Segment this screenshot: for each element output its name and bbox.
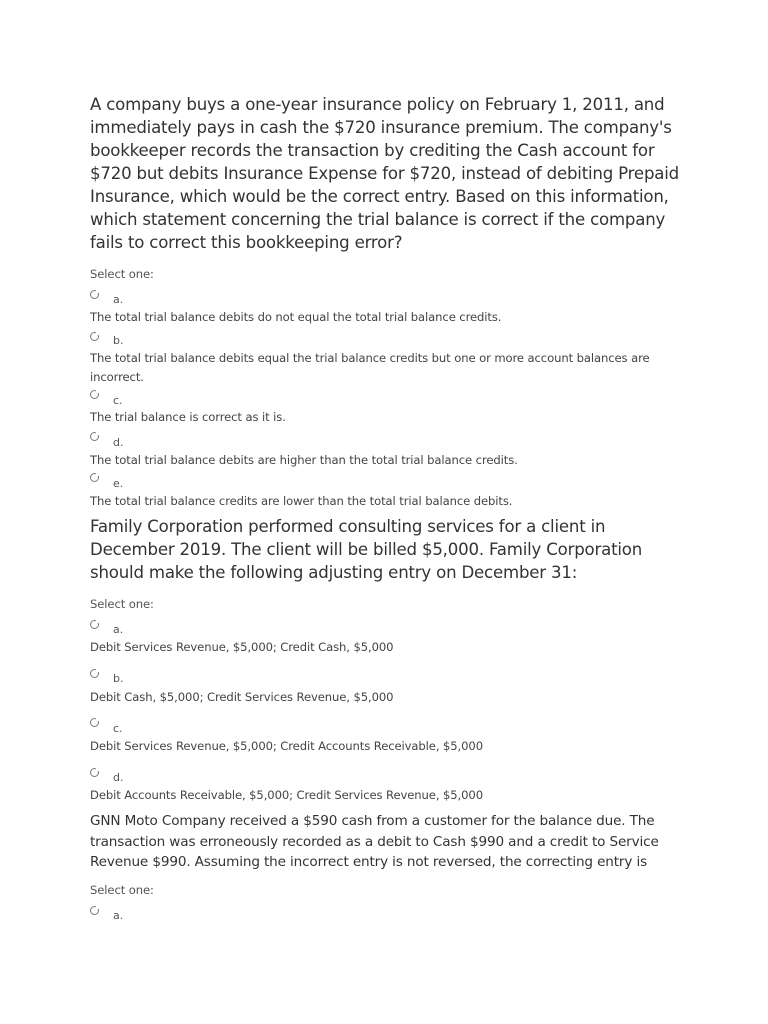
question-1-option-e-radio[interactable] <box>90 473 99 482</box>
question-2-option-a-text: Debit Services Revenue, $5,000; Credit Cash, $5,000 <box>90 640 394 654</box>
question-1-option-e-letter: e. <box>113 477 124 490</box>
question-1-option-d-letter: d. <box>113 436 124 449</box>
question-1-option-c-letter: c. <box>113 394 123 407</box>
question-1-option-b-radio[interactable] <box>90 332 99 341</box>
question-1-option-a-letter: a. <box>113 293 124 306</box>
question-2-option-d-text: Debit Accounts Receivable, $5,000; Credit Services Revenue, $5,000 <box>90 788 483 802</box>
question-2-text: Family Corporation performed consulting services for a client in December 2019. The client will be billed $5,000. Family Corporation should make the following adjusting entry on December 31: <box>90 517 643 582</box>
question-3-option-a-letter: a. <box>113 909 124 922</box>
question-1-option-d-text: The total trial balance debits are higher than the total trial balance credits. <box>90 453 518 467</box>
question-2-option-d-radio[interactable] <box>90 768 99 777</box>
question-2-option-c-letter: c. <box>113 722 123 735</box>
question-3-text: GNN Moto Company received a $590 cash from a customer for the balance due. The transaction was erroneously recorded as a debit to Cash $990 and a credit to Service Revenue $990. Assuming the incorrect entry is not reversed, the correcting entry is <box>90 813 659 870</box>
question-1-option-b-letter: b. <box>113 334 124 347</box>
question-2-option-c-radio[interactable] <box>90 718 99 727</box>
question-1-option-a-text: The total trial balance debits do not equal the total trial balance credits. <box>90 310 502 324</box>
question-3-select-label: Select one: <box>90 883 154 897</box>
question-1-text: A company buys a one-year insurance policy on February 1, 2011, and immediately pays in cash the $720 insurance premium. The company's bookkeeper records the transaction by crediting the Cash account for $720 but debits Insurance Expense for $720, instead of debiting Prepaid Insurance, which would be the correct entry. Based on this information, which statement concerning the trial balance is correct if the company fails to correct this bookkeeping error? <box>90 95 679 252</box>
question-1-option-c-radio[interactable] <box>90 390 99 399</box>
question-2-option-b-radio[interactable] <box>90 669 99 678</box>
question-1-option-a-radio[interactable] <box>90 290 99 299</box>
question-3-option-a-radio[interactable] <box>90 906 99 915</box>
question-1-option-b-text: The total trial balance debits equal the trial balance credits but one or more account balances are incorrect. <box>90 351 650 384</box>
question-1-select-label: Select one: <box>90 267 154 281</box>
question-2-option-b-text: Debit Cash, $5,000; Credit Services Revenue, $5,000 <box>90 690 394 704</box>
question-2-option-a-radio[interactable] <box>90 620 99 629</box>
question-1-option-c-text: The trial balance is correct as it is. <box>90 410 286 424</box>
question-2-select-label: Select one: <box>90 597 154 611</box>
question-2-option-a-letter: a. <box>113 623 124 636</box>
question-2-option-b-letter: b. <box>113 672 124 685</box>
question-2-option-c-text: Debit Services Revenue, $5,000; Credit Accounts Receivable, $5,000 <box>90 739 483 753</box>
question-1-option-d-radio[interactable] <box>90 432 99 441</box>
question-1-option-e-text: The total trial balance credits are lower than the total trial balance debits. <box>90 494 513 508</box>
question-2-option-d-letter: d. <box>113 771 124 784</box>
